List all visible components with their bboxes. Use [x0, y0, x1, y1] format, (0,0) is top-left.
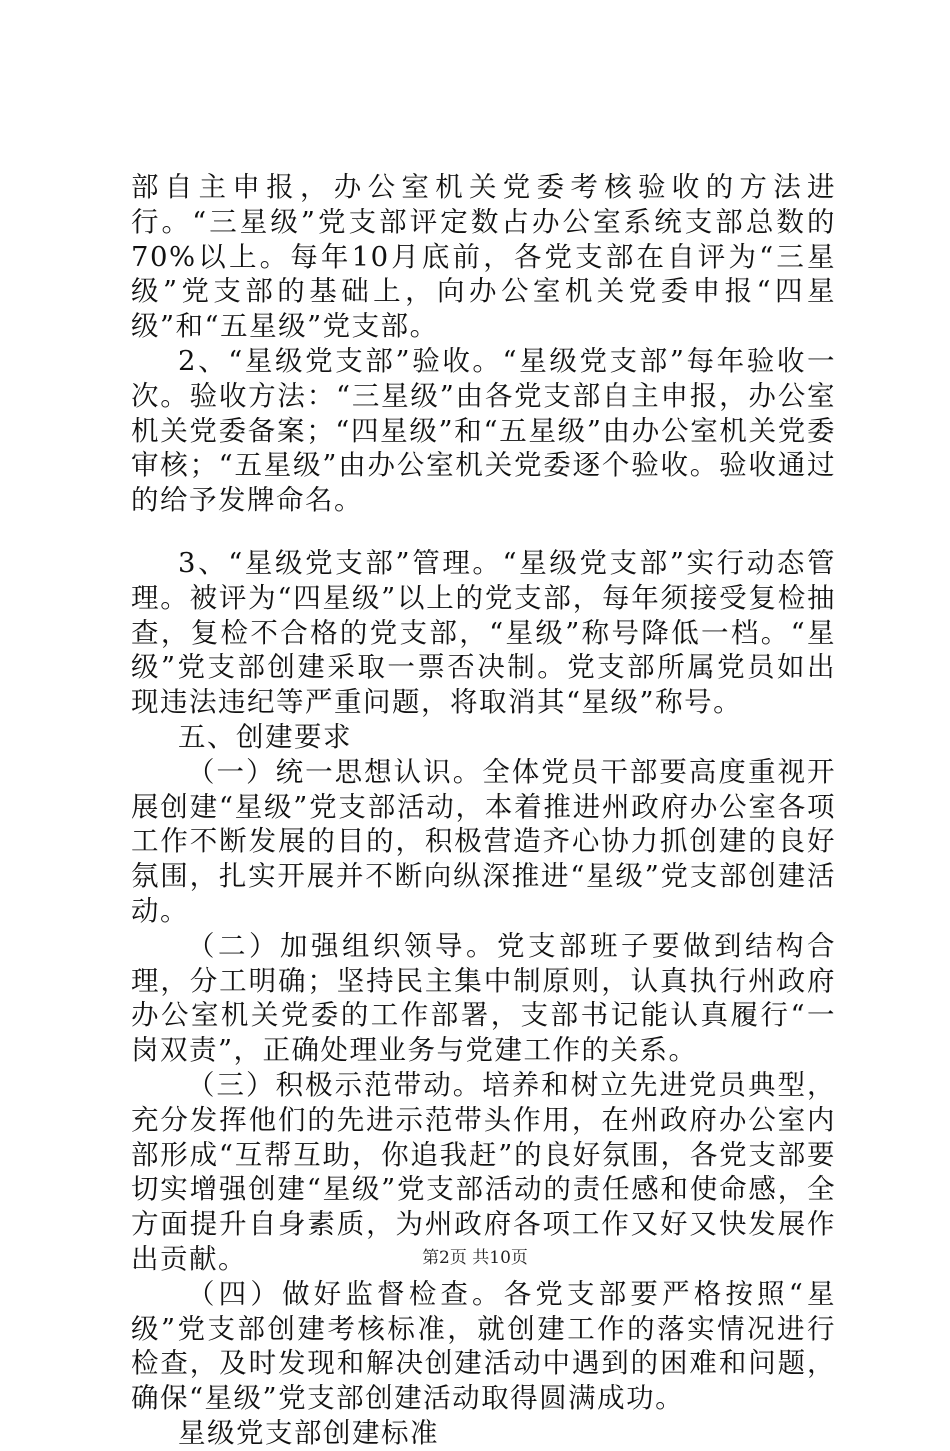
paragraph-requirement-1: （一）统一思想认识。全体党员干部要高度重视开展创建“星级”党支部活动，本着推进州政府办公室各项工作不断发展的目的，积极营造齐心协力抓创建的良好氛围，扎实开展并不断向纵深推进“星级”党支部创建活动。 — [131, 755, 836, 927]
paragraph-application-method: 部自主申报，办公室机关党委考核验收的方法进行。“三星级”党支部评定数占办公室系统支部总数的70%以上。每年10月底前，各党支部在自评为“三星级”党支部的基础上，向办公室机关党委申报“四星级”和“五星级”党支部。 — [131, 171, 836, 343]
paragraph-acceptance: 2、“星级党支部”验收。“星级党支部”每年验收一次。验收方法：“三星级”由各党支部自主申报，办公室机关党委备案；“四星级”和“五星级”由办公室机关党委审核；“五星级”由办公室机关党委逐个验收。验收通过的给予发牌命名。 — [131, 344, 836, 517]
page-number-footer: 第2页 共10页 — [422, 1248, 528, 1268]
section-heading-standards: 星级党支部创建标准 — [178, 1416, 439, 1449]
paragraph-spacer — [131, 518, 836, 546]
paragraph-requirement-4: （四）做好监督检查。各党支部要严格按照“星级”党支部创建考核标准，就创建工作的落实情况进行检查，及时发现和解决创建活动中遇到的困难和问题，确保“星级”党支部创建活动取得圆满成功。 — [131, 1277, 836, 1415]
section-heading-requirements: 五、创建要求 — [178, 720, 352, 753]
paragraph-requirement-2: （二）加强组织领导。党支部班子要做到结构合理，分工明确；坚持民主集中制原则，认真执行州政府办公室机关党委的工作部署，支部书记能认真履行“一岗双责”，正确处理业务与党建工作的关系。 — [131, 929, 836, 1067]
paragraph-management: 3、“星级党支部”管理。“星级党支部”实行动态管理。被评为“四星级”以上的党支部，每年须接受复检抽查，复检不合格的党支部，“星级”称号降低一档。“星级”党支部创建采取一票否决制。党支部所属党员如出现违法违纪等严重问题，将取消其“星级”称号。 — [131, 546, 836, 719]
paragraph-requirement-3: （三）积极示范带动。培养和树立先进党员典型，充分发挥他们的先进示范带头作用，在州政府办公室内部形成“互帮互助，你追我赶”的良好氛围，各党支部要切实增强创建“星级”党支部活动的责任感和使命感，全方面提升自身素质，为州政府各项工作又好又快发展作出贡献。 — [131, 1068, 836, 1275]
